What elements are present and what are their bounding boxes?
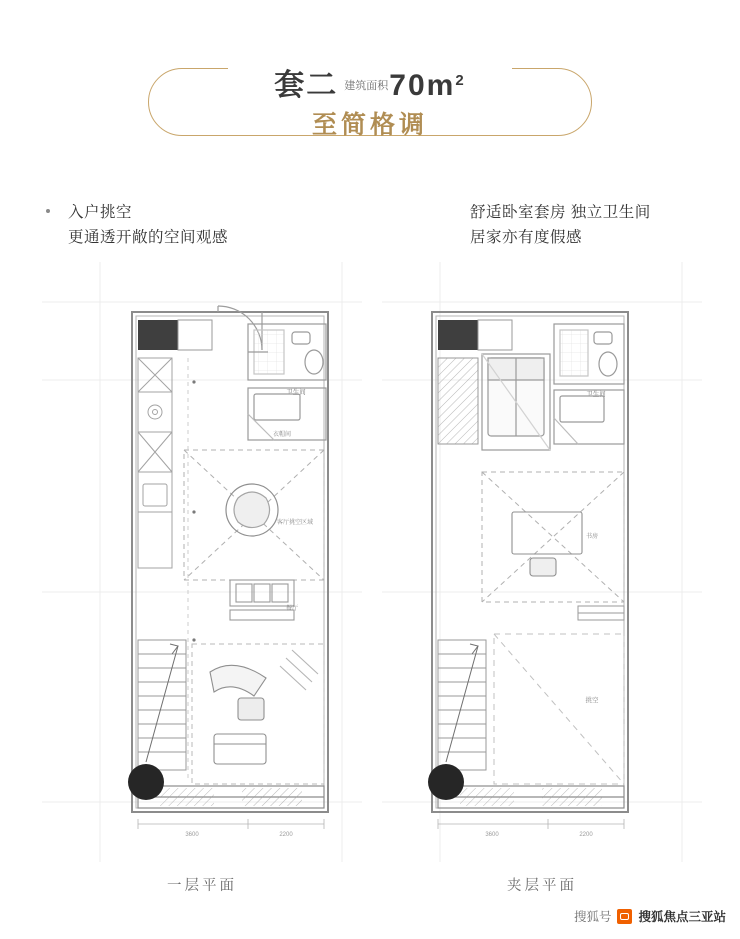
svg-text:衣帽间: 衣帽间 (272, 432, 292, 438)
footer-brand: 搜狐焦点三亚站 (638, 910, 726, 924)
header (0, 48, 740, 158)
feature-right-line1: 舒适卧室套房 独立卫生间 (470, 204, 651, 221)
title-area-prefix: 建筑面积 (344, 80, 389, 92)
svg-text:客厅挑空区域: 客厅挑空区域 (276, 520, 314, 526)
feature-right-line2: 居家亦有度假感 (470, 229, 583, 246)
svg-text:挑空: 挑空 (585, 697, 599, 704)
svg-text:书房: 书房 (585, 534, 599, 540)
page-subtitle: 至简格调 (311, 111, 428, 139)
feature-left-line2: 更通透开敞的空间观感 (68, 229, 229, 246)
svg-text:卫生间: 卫生间 (286, 389, 306, 396)
floorplan-label-mezzanine: 夹层平面 (507, 878, 577, 894)
floorplans-container (0, 262, 740, 902)
svg-text:3600: 3600 (485, 832, 499, 838)
svg-text:餐厅: 餐厅 (285, 606, 299, 612)
svg-text:2200: 2200 (279, 832, 293, 838)
feature-left-line1: 入户挑空 (68, 204, 133, 221)
floorplan-mezzanine (382, 262, 702, 894)
svg-text:卫生间: 卫生间 (586, 391, 606, 398)
footer-label: 搜狐号 (573, 910, 612, 924)
title-area-superscript: 2 (455, 72, 466, 89)
sohu-logo-icon (617, 909, 632, 924)
title-main: 套二 (274, 69, 339, 102)
page-title (0, 60, 740, 104)
svg-text:3600: 3600 (185, 832, 199, 838)
title-area: 70m (389, 69, 456, 102)
bullet-icon (46, 209, 50, 213)
floorplan-label-first-floor: 一层平面 (167, 878, 237, 894)
footer-watermark (574, 907, 726, 925)
feature-caption-right (470, 200, 651, 250)
floorplan-first-floor (42, 262, 362, 894)
svg-text:2200: 2200 (579, 832, 593, 838)
feature-caption-left (68, 200, 228, 250)
